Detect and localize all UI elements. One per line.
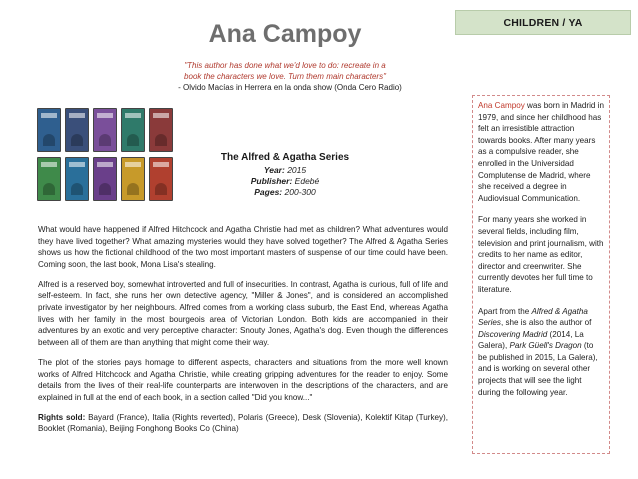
rights-label: Rights sold: xyxy=(38,412,86,422)
book-cover-1 xyxy=(37,108,61,152)
book-cover-5 xyxy=(149,108,173,152)
series-title: The Alfred & Agatha Series xyxy=(220,152,350,163)
book-cover-8 xyxy=(93,157,117,201)
bio-paragraph-3 xyxy=(478,306,604,399)
series-info xyxy=(205,152,365,198)
book-cover-6 xyxy=(37,157,61,201)
rights-sold xyxy=(38,412,448,435)
book-cover-2 xyxy=(65,108,89,152)
bio-paragraph-2: For many years she worked in several fields, including film, television and print journalism, with credits to her name as editor, director and creenwriter. She currently devotes her full time to literature. xyxy=(478,215,604,294)
book-cover-10 xyxy=(149,157,173,201)
series-pages xyxy=(205,187,365,198)
synopsis-paragraph-1: What would have happened if Alfred Hitchcock and Agatha Christie had met as children? What adventures would they have lived together? What amazing mysteries would they have solved together? The Alfred & Agatha Series shows us how the fictional childhood of the two most important masters of suspense of our time could have been. Coming soon, the last book, Mona Lisa's stealing. xyxy=(38,225,448,269)
pages-label: Pages: xyxy=(254,187,283,197)
publisher-label: Publisher: xyxy=(250,176,293,186)
rights-text: Bayard (France), Italia (Rights reverted), Polaris (Greece), Desk (Slovenia), Kolektif Kitap (Turkey), Booklet (Romania), Beijing Fonghong Books Co (China) xyxy=(38,412,448,434)
book-cover-7 xyxy=(65,157,89,201)
bio-paragraph-1 xyxy=(478,100,604,204)
book-cover-4 xyxy=(121,108,145,152)
author-name: Ana Campoy xyxy=(208,20,362,48)
bio-p3-d: (to be published in 2015, La Galera), and is working on several other projects that will see the light during the following year. xyxy=(478,341,598,397)
bio-book-discovering-madrid: Discovering Madrid xyxy=(478,329,548,339)
quote-line-1: "This author has done what we'd love to do: recreate in a xyxy=(184,61,386,70)
series-year xyxy=(205,165,365,176)
bio-p3-a: Apart from the xyxy=(478,306,532,316)
publisher-value: Edebé xyxy=(294,176,320,186)
quote xyxy=(150,60,420,82)
year-label: Year: xyxy=(263,165,285,175)
quote-line-2: book the characters we love. Turn them main characters" xyxy=(184,72,386,81)
author-bio xyxy=(472,95,610,454)
pages-value: 200-300 xyxy=(284,187,316,197)
bio-series-title: Alfred & Agatha Series xyxy=(478,306,588,328)
synopsis xyxy=(38,224,448,444)
quote-source: - Olvido Macías in Herrera en la onda show (Onda Cero Radio) xyxy=(178,83,402,92)
series-publisher xyxy=(205,176,365,187)
synopsis-paragraph-3: The plot of the stories pays homage to different aspects, characters and situations from the more well known works of Alfred Hitchcock and Agatha Christie, while creating gripping adventures for the reader to enjoy. Some details from the lives of their real-life counterparts are interwoven in the descriptions of the characters, and are explained in full at the end of each book, in a section called "Did you know..." xyxy=(38,357,448,402)
book-cover-9 xyxy=(121,157,145,201)
book-cover-3 xyxy=(93,108,117,152)
bio-p3-c: (2014, La Galera), xyxy=(478,329,584,351)
bio-p1-text: was born in Madrid in 1979, and since her childhood has felt an irresistible attraction towards books. After many years as a compulsive reader, she enrolled in the Universidad Complutense de Madrid, where she received a degree in Audiovisual Communication. xyxy=(478,101,604,203)
synopsis-paragraph-2: Alfred is a reserved boy, somewhat introverted and full of insecurities. In contrast, Agatha is curious, full of life and self-esteem. In fact, she runs her own detective agency, "Miller & Jones", and is considered an accomplished private investigator by her neighbours. Alfred comes from a working class suburb, the East End, whereas Agatha lives with her family in the most bourgeois area of Victorian London. Both kids are accompanied in their adventures by an exotic and very perceptive character: Snouty Jones, Agatha's dog. Even though the differences between all of them are than anything that might come their way. xyxy=(38,279,448,347)
bio-book-park-guell: Park Güell's Dragon xyxy=(509,341,582,351)
bio-p3-b: , she is also the author of xyxy=(500,318,592,328)
book-covers xyxy=(37,108,177,202)
year-value: 2015 xyxy=(287,165,307,175)
bio-author-name: Ana Campoy xyxy=(478,101,525,110)
category-tab: CHILDREN / YA xyxy=(455,10,631,35)
